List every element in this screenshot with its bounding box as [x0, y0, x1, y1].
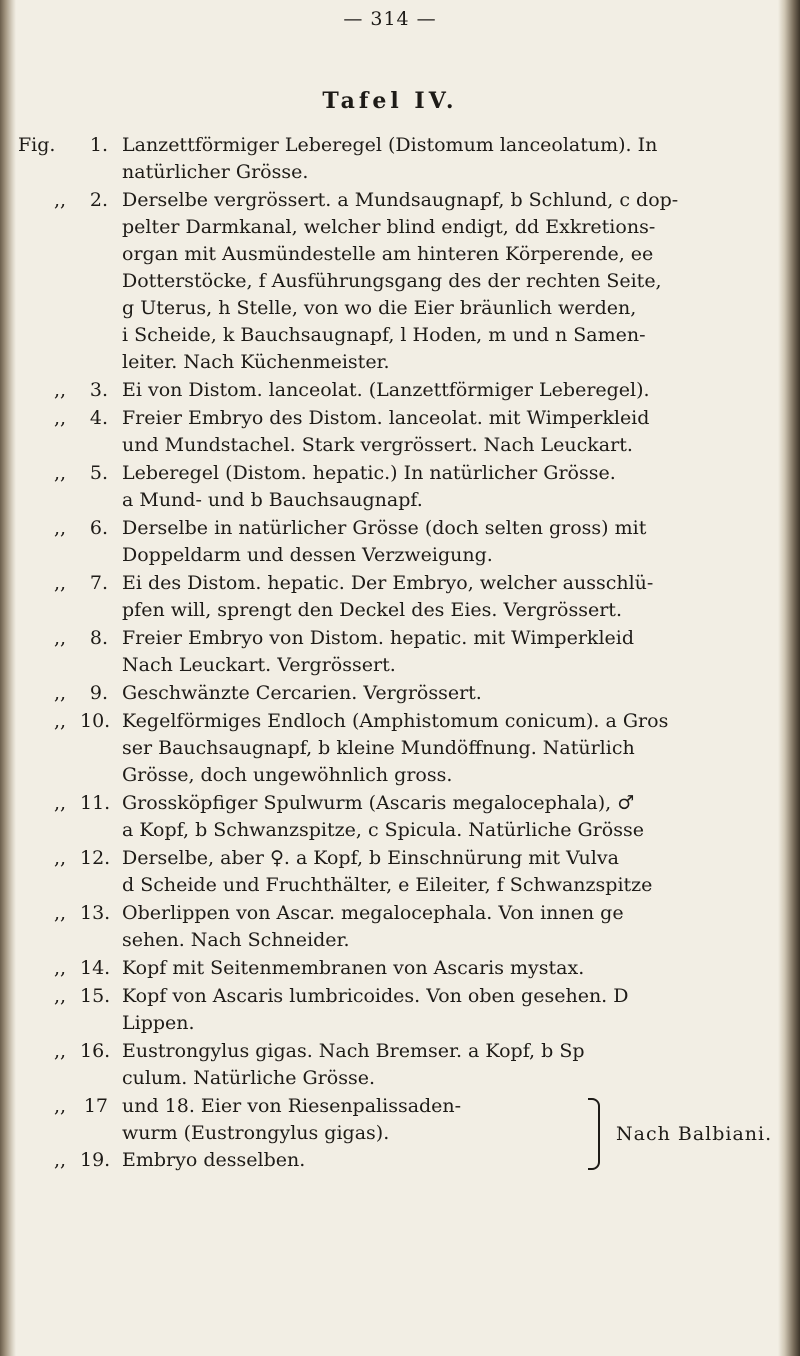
- figure-description: [116, 680, 780, 707]
- figure-number: 1.: [89, 134, 108, 156]
- description-line: Geschwänzte Cercarien. Vergrössert.: [122, 682, 482, 704]
- ditto-mark: [54, 132, 80, 186]
- figure-entry: [18, 625, 780, 679]
- description-line: Ei des Distom. hepatic. Der Embryo, welcher ausschlü-: [122, 572, 654, 594]
- ditto-mark: ,,: [54, 902, 67, 924]
- description-line: organ mit Ausmündestelle am hinteren Körperende, ee: [122, 243, 654, 265]
- description-line: Eustrongylus gigas. Nach Bremser. a Kopf, b Sp: [122, 1040, 585, 1062]
- fig-prefix: [18, 187, 54, 376]
- figure-entry: [18, 845, 780, 899]
- figure-description: [116, 983, 780, 1037]
- fig-prefix: [18, 845, 54, 899]
- figure-entry: [18, 708, 780, 789]
- description-line: Embryo desselben.: [122, 1149, 306, 1171]
- fig-prefix: Fig.: [18, 134, 56, 156]
- description-line: i Scheide, k Bauchsaugnapf, l Hoden, m und n Samen-: [122, 324, 646, 346]
- ditto-mark: ,,: [54, 1040, 67, 1062]
- ditto-mark: ,,: [54, 957, 67, 979]
- figure-entry: [18, 132, 780, 186]
- ditto-mark: ,,: [54, 682, 67, 704]
- description-line: Leberegel (Distom. hepatic.) In natürlicher Grösse.: [122, 462, 616, 484]
- ditto-mark: ,,: [54, 407, 67, 429]
- description-line: Dotterstöcke, f Ausführungsgang des der rechten Seite,: [122, 270, 662, 292]
- ditto-mark: ,,: [54, 189, 67, 211]
- description-line: Grösse, doch ungewöhnlich gross.: [122, 764, 453, 786]
- figure-number: 7.: [89, 572, 108, 594]
- figure-description: [116, 460, 780, 514]
- description-line: Kegelförmiges Endloch (Amphistomum conicum). a Gros: [122, 710, 669, 732]
- description-line: Doppeldarm und dessen Verzweigung.: [122, 544, 493, 566]
- description-line: Lanzettförmiger Leberegel (Distomum lanceolatum). In: [122, 134, 658, 156]
- ditto-mark: ,,: [54, 627, 67, 649]
- figure-number: 16.: [80, 1040, 111, 1062]
- description-line: a Mund- und b Bauchsaugnapf.: [122, 489, 423, 511]
- figure-entry: [18, 680, 780, 707]
- ditto-mark: ,,: [54, 572, 67, 594]
- page-edge-left: [0, 0, 16, 1356]
- figure-description: [116, 900, 780, 954]
- ditto-mark: ,,: [54, 985, 67, 1007]
- figure-entry: [18, 570, 780, 624]
- description-line: Freier Embryo des Distom. lanceolat. mit Wimperkleid: [122, 407, 650, 429]
- figure-number: 8.: [89, 627, 108, 649]
- fig-prefix: [18, 515, 54, 569]
- figure-entry: [18, 377, 780, 404]
- attribution-label: Nach Balbiani.: [616, 1122, 773, 1145]
- group-brace-attribution: [588, 1093, 780, 1174]
- figure-description: [116, 405, 780, 459]
- figure-description: [116, 377, 780, 404]
- figure-number: 3.: [89, 379, 108, 401]
- figure-number: 6.: [89, 517, 108, 539]
- figure-entry: [18, 187, 780, 376]
- figure-group-17-19: [18, 1093, 780, 1174]
- figure-description: [116, 1038, 780, 1092]
- description-line: g Uterus, h Stelle, von wo die Eier bräunlich werden,: [122, 297, 637, 319]
- ditto-mark: ,,: [54, 462, 67, 484]
- description-line: pfen will, sprengt den Deckel des Eies. Vergrössert.: [122, 599, 622, 621]
- ditto-mark: ,,: [54, 1095, 67, 1117]
- figure-number: 13.: [80, 902, 111, 924]
- figure-description: [116, 187, 780, 376]
- figure-entry: [18, 983, 780, 1037]
- description-line: Kopf von Ascaris lumbricoides. Von oben gesehen. D: [122, 985, 629, 1007]
- figure-number: 9.: [89, 682, 108, 704]
- fig-prefix: [18, 1120, 54, 1147]
- ditto-mark: ,,: [54, 379, 67, 401]
- description-line: Derselbe, aber ♀. a Kopf, b Einschnürung mit Vulva: [122, 847, 619, 869]
- figure-number: 10.: [80, 710, 111, 732]
- figure-number: 2.: [89, 189, 108, 211]
- figure-description: [116, 790, 780, 844]
- figure-entry: [18, 790, 780, 844]
- fig-prefix: [18, 1147, 54, 1174]
- description-line: Freier Embryo von Distom. hepatic. mit Wimperkleid: [122, 627, 634, 649]
- fig-prefix: [18, 900, 54, 954]
- fig-prefix: [18, 680, 54, 707]
- fig-prefix: [18, 1038, 54, 1092]
- description-line: wurm (Eustrongylus gigas).: [122, 1122, 390, 1144]
- description-line: Oberlippen von Ascar. megalocephala. Von innen ge: [122, 902, 624, 924]
- description-line: Derselbe vergrössert. a Mundsaugnapf, b Schlund, c dop-: [122, 189, 679, 211]
- figure-number: 14.: [80, 957, 111, 979]
- description-line: und 18. Eier von Riesenpalissaden-: [122, 1095, 462, 1117]
- description-line: Grossköpfiger Spulwurm (Ascaris megalocephala), ♂: [122, 792, 635, 814]
- fig-prefix: [18, 708, 54, 789]
- fig-prefix: [18, 955, 54, 982]
- figure-number: 19.: [80, 1149, 111, 1171]
- fig-prefix: [18, 377, 54, 404]
- figure-number: 11.: [80, 792, 111, 814]
- description-line: Nach Leuckart. Vergrössert.: [122, 654, 396, 676]
- ditto-mark: ,,: [54, 792, 67, 814]
- page-edge-right: [778, 0, 800, 1356]
- figure-entry: [18, 405, 780, 459]
- figure-number: 17: [83, 1095, 108, 1117]
- figure-legend-list: [18, 132, 780, 1174]
- figure-description: [116, 955, 780, 982]
- ditto-mark: ,,: [54, 517, 67, 539]
- fig-prefix: [18, 790, 54, 844]
- figure-description: [116, 845, 780, 899]
- description-line: natürlicher Grösse.: [122, 161, 309, 183]
- description-line: sehen. Nach Schneider.: [122, 929, 350, 951]
- fig-prefix: [18, 1093, 54, 1120]
- ditto-mark: ,,: [54, 1149, 67, 1171]
- figure-entry: [18, 955, 780, 982]
- figure-number: 5.: [89, 462, 108, 484]
- fig-prefix: [18, 460, 54, 514]
- group-lines: [18, 1093, 588, 1174]
- ditto-mark: [54, 1120, 80, 1147]
- ditto-mark: ,,: [54, 710, 67, 732]
- fig-prefix: [18, 983, 54, 1037]
- figure-description: [116, 132, 780, 186]
- figure-entry: [18, 1038, 780, 1092]
- plate-title: Tafel IV.: [322, 88, 458, 114]
- curly-brace: [588, 1098, 600, 1170]
- fig-prefix: [18, 405, 54, 459]
- description-line: Ei von Distom. lanceolat. (Lanzettförmiger Leberegel).: [122, 379, 650, 401]
- description-line: leiter. Nach Küchenmeister.: [122, 351, 390, 373]
- description-line: Lippen.: [122, 1012, 195, 1034]
- figure-description: [116, 625, 780, 679]
- figure-description: [116, 708, 780, 789]
- fig-prefix: [18, 625, 54, 679]
- description-line: ser Bauchsaugnapf, b kleine Mundöffnung. Natürlich: [122, 737, 635, 759]
- figure-number: 15.: [80, 985, 111, 1007]
- description-line: Derselbe in natürlicher Grösse (doch selten gross) mit: [122, 517, 647, 539]
- figure-number: [80, 1120, 116, 1147]
- figure-entry: [18, 515, 780, 569]
- figure-entry: [18, 900, 780, 954]
- description-line: d Scheide und Fruchthälter, e Eileiter, f Schwanzspitze: [122, 874, 653, 896]
- description-line: und Mundstachel. Stark vergrössert. Nach Leuckart.: [122, 434, 633, 456]
- description-line: Kopf mit Seitenmembranen von Ascaris mystax.: [122, 957, 585, 979]
- figure-description: [116, 515, 780, 569]
- description-line: a Kopf, b Schwanzspitze, c Spicula. Natürliche Grösse: [122, 819, 644, 841]
- ditto-mark: ,,: [54, 847, 67, 869]
- figure-number: 4.: [89, 407, 108, 429]
- fig-prefix: [18, 570, 54, 624]
- figure-number: 12.: [80, 847, 111, 869]
- description-line: pelter Darmkanal, welcher blind endigt, dd Exkretions-: [122, 216, 656, 238]
- figure-description: [116, 570, 780, 624]
- page-number: — 314 —: [343, 8, 437, 30]
- figure-entry: [18, 460, 780, 514]
- description-line: culum. Natürliche Grösse.: [122, 1067, 375, 1089]
